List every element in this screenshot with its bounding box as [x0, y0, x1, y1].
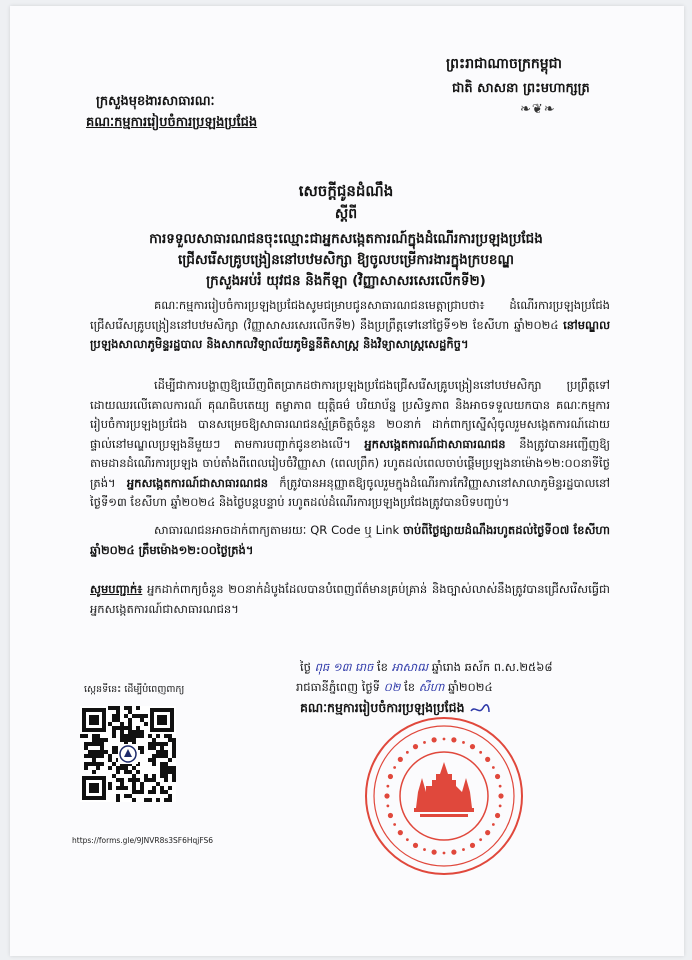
paragraph-2-observer-2: អ្នកសង្កេតការណ៍ជាសាធារណជន — [126, 475, 269, 490]
solar-date — [296, 680, 493, 697]
lunar-date-handwritten: ពុធ ១៣ រោច — [314, 660, 374, 674]
lunar-month-handwritten: អាសាឍ — [391, 660, 429, 674]
signatory-committee-name: គណៈកម្មការរៀបចំការប្រឡងប្រជែង — [300, 700, 465, 715]
paragraph-2-text: ដើម្បីជាការបង្ហាញឱ្យឃើញពិតប្រាកដថាការប្រឡងប្រជែងជ្រើសរើសគ្រូបង្រៀននៅបឋមសិក្សា ប្រព្រឹត្តទៅដោយឈរលើគោលការណ៍ គុណធិបតេយ្យ តម្លាភាព យុត្តិធម៌ បរិយាប័ន្ន ប្រសិទ្ធភាព និងអាចទទួលយកបាន គណៈកម្មការរៀបចំការប្រឡងប្រជែង បានសម្រេចឱ្យសាធារណជនស្ម័គ្រចិត្តចំនួន ២០នាក់ ដាក់ពាក្យស្នើសុំចូលរួមសង្កេតការណ៍ដោយផ្ទាល់នៅមណ្ឌលប្រឡងនីមួយៗ តាមការបញ្ជាក់ជូនខាងលើ។ — [90, 378, 610, 451]
lunar-date — [300, 660, 552, 677]
qr-instruction: ស្កេនទីនេះ ដើម្បីបំពេញពាក្យ — [84, 684, 185, 695]
paragraph-1-venue: នៅមណ្ឌលប្រឡងសាលាភូមិន្ទរដ្ឋបាល និងសាកលវិទ្យាល័យភូមិន្ទនីតិសាស្ត្រ និងវិទ្យាសាស្ត្រសេដ្ឋកិច្ច។ — [90, 317, 611, 351]
paragraph-2-end: ក៏ត្រូវបានអនុញ្ញាតឱ្យចូលរួមក្នុងដំណើរការកែវិញ្ញាសានៅសាលាភូមិន្ទរដ្ឋបាលនៅថ្ងៃទី១៣ ខែសីហា ឆ្នាំ២០២៤ និងថ្ងៃបន្តបន្ទាប់ រហូតដល់ដំណើរការប្រឡងប្រជែងត្រូវបានបិទបញ្ចប់។ — [90, 475, 610, 509]
note-paragraph — [90, 580, 610, 619]
ministry-name: ក្រសួងមុខងារសាធារណៈ — [96, 94, 215, 109]
paragraph-3-text: សាធារណជនអាចដាក់ពាក្យតាមរយៈ QR Code ឬ Link — [154, 523, 404, 537]
note-text: អ្នកដាក់ពាក្យចំនួន ២០នាក់ដំបូងដែលបានបំពេញព័ត៌មានគ្រប់គ្រាន់ និងច្បាស់លាស់នឹងត្រូវបានជ្រើសរើសធ្វើជា អ្នកសង្កេតការណ៍ជាសាធារណជន។ — [90, 582, 610, 616]
solar-day-handwritten: ០២ — [383, 680, 401, 694]
notice-subject-label: ស្តីពី — [334, 206, 358, 222]
national-motto: ជាតិ សាសនា ព្រះមហាក្សត្រ — [452, 81, 590, 96]
notice-subject-line-2: ជ្រើសរើសគ្រូបង្រៀននៅបឋមសិក្សា ឱ្យចូលបម្រើការងារក្នុងក្របខណ្ឌ — [178, 252, 514, 268]
solar-month-handwritten: សីហា — [418, 680, 445, 694]
paragraph-3 — [90, 521, 610, 560]
solar-year: ឆ្នាំ២០២៤ — [447, 680, 493, 694]
paragraph-2-mid: នឹងត្រូវបានអញ្ជើញឱ្យតាមដានដំណើរការប្រឡង ចាប់តាំងពីពេលរៀបចំវិញ្ញាសា (ពេលព្រឹក) រហូតដល់ពេលចាប់ផ្តើមប្រឡងនាម៉ោង១២:០០នាទីថ្ងៃត្រង់។ — [90, 436, 610, 490]
ornament-divider: ❧❦❧ — [520, 102, 556, 117]
paragraph-2 — [90, 376, 610, 513]
lunar-date-prefix: ថ្ងៃ — [300, 660, 311, 674]
solar-date-prefix: រាជធានីភ្នំពេញ ថ្ងៃទី — [296, 680, 380, 694]
paragraph-2-observer-1: អ្នកសង្កេតការណ៍ជាសាធារណជន — [364, 436, 506, 451]
lunar-month-label: ខែ — [376, 660, 388, 674]
notice-subject-line-3: ក្រសួងអប់រំ យុវជន និងកីឡា (វិញ្ញាសាសរសេរលើកទី២) — [206, 273, 486, 289]
notice-subject-line-1: ការទទួលសាធារណជនចុះឈ្មោះជាអ្នកសង្កេតការណ៍ក្នុងដំណើរការប្រឡងប្រជែង — [149, 231, 543, 247]
notice-title: សេចក្តីជូនដំណឹង — [298, 182, 394, 200]
lunar-year: ឆ្នាំរោង ឆស័ក ព.ស.២៥៦៨ — [431, 660, 553, 674]
solar-month-label: ខែ — [404, 680, 416, 694]
official-seal — [360, 712, 528, 880]
committee-name: គណៈកម្មការរៀបចំការប្រឡងប្រជែង — [86, 115, 258, 130]
paragraph-1-text: គណៈកម្មការរៀបចំការប្រឡងប្រជែងសូមជម្រាបជូនសាធារណជនមេត្តាជ្រាបថា៖ ដំណើរការប្រឡងប្រជែងជ្រើសរើសគ្រូបង្រៀននៅបឋមសិក្សា (វិញ្ញាសាសរសេរលើកទី២) នឹងប្រព្រឹត្តទៅនៅថ្ងៃទី១២ ខែសីហា ឆ្នាំ២០២៤ — [90, 298, 610, 332]
kingdom-title: ព្រះរាជាណាចក្រកម្ពុជា — [446, 56, 563, 72]
paragraph-1 — [90, 296, 610, 355]
paragraph-3-deadline: ចាប់ពីថ្ងៃផ្សាយដំណឹងរហូតដល់ថ្ងៃទី០៧ ខែសីហា ឆ្នាំ២០២៤ ត្រឹមម៉ោង១២:០០ថ្ងៃត្រង់។ — [90, 523, 610, 557]
qr-code[interactable] — [80, 706, 176, 802]
note-label: សូមបញ្ជាក់៖ — [90, 582, 143, 596]
form-link[interactable]: https://forms.gle/9JNVR8s3SF6HqjFS6 — [72, 836, 214, 845]
